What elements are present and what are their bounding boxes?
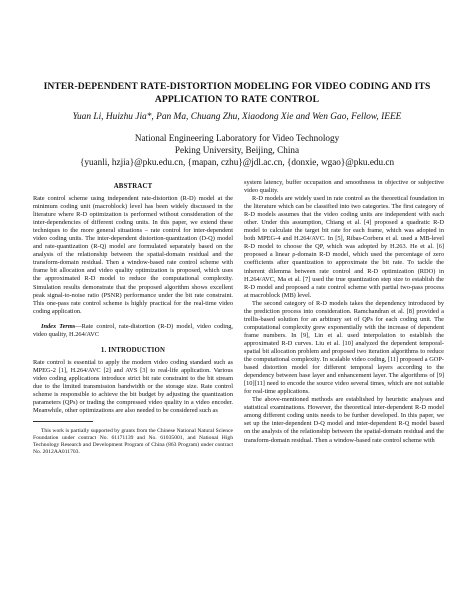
abstract-text: Rate control scheme using independent rate-distortion (R-D) model at the minimum coding unit (macroblock) level has been widely discussed in the literature where R-D optimization is performed without consideration of the inter-dependencies of different coding units. In this paper, we extend these techniques to the more general situations – rate control for inter-dependent video coding units. The inter-dependent distortion-quantization (D-Q) model and rate-quantization (R-Q) model are formulated separately based on the analysis of the relationship between the spatial-domain residual and the transform-domain residual. Then a window-based rate control scheme with frame bit allocation and video quality optimization is proposed, which uses the approximated R-D model to reduce the computational complexity. Simulation results demonstrate that the proposed algorithm shows excellent peak signal-to-noise ratio (PSNR) performance under the bit rate constraint. This one-pass rate control scheme is highly practical for the real-time video coding application. [33,195,233,315]
index-terms-label: Index Terms [41,322,76,330]
affiliation-lab: National Engineering Laboratory for Video Technology [134,133,340,143]
affiliation [30,132,444,168]
title-line-2: APPLICATION TO RATE CONTROL [154,93,320,105]
title-line-1: INTER-DEPENDENT RATE-DISTORTION MODELING FOR VIDEO CODING AND ITS [43,81,431,92]
abstract-heading: ABSTRACT [113,183,153,190]
right-column [244,179,444,445]
affiliation-emails: {yuanli, hzjia}@pku.edu.cn, {mapan, czhu}@jdl.ac.cn, {donxie, wgao}@pku.edu.cn [79,157,395,167]
author-list: Yuan Li, Huizhu Jia*, Pan Ma, Chuang Zhu, Xiaodong Xie and Wen Gao, Fellow, IEEE [72,112,402,122]
index-terms [33,323,233,339]
left-column [33,182,233,461]
index-terms-text: —Rate control, rate-distortion (R-D) model, video coding, video quality, H.264/AVC [33,322,233,338]
affiliation-university: Peking University, Beijing, China [174,145,300,155]
right-paragraph-2: R-D models are widely used in rate control as the theoretical foundation in the literature which can be classified into two categories. The first category of R-D models assumes that the video coding units are independent with each other. Under this assumption, Chiang et al. [4] proposed a quadratic R-D model to calculate the target bit rate for each frame, which was adopted in both MPEG-4 and H.264/AVC. In [5], Ribas-Corbera et al. used a MB-level R-D model to choose the QP, which was adopted by H.263. He et al. [6] proposed a linear ρ-domain R-D model, which used the percentage of zero coefficients after quantization to approximate the bit rate. To tackle the inherent dilemma between rate control and R-D optimization (RDO) in H.264/AVC, Ma et al. [7] used the true quantization step size to establish the R-D model and proposed a rate control scheme with partial two-pass process at macroblock (MB) level. [244,195,444,299]
right-paragraph-3: The second category of R-D models takes the dependency introduced by the prediction process into consideration. Ramchandran et al. [8] provided a trellis-based solution for an arbitrary set of QPs for each coding unit. The computational complexity grew exponentially with the increase of dependent frame numbers. In [9], Lin et al. used interpolation to establish the approximated R-D curves. Liu et al. [10] analyzed the dependent temporal-spatial bit allocation problem and proposed two iteration algorithms to reduce the computational complexity. In scalable video coding, [11] proposed a GOP-based distortion model for different temporal layers according to the dependency between base layer and enhancement layer. The algorithms of [9][10][11] need to encode the source video several times, which are not suitable for real-time applications. [244,299,444,396]
funding-footnote: This work is partially supported by grants from the Chinese National Natural Science Foundation under contract No. 61171139 and No. 61035001, and National High Technology Research and Development Program of China (863 Program) under contract No. 2012AA011703. [33,427,233,455]
paper-title [40,81,434,106]
introduction-heading: 1. INTRODUCTION [100,346,166,354]
right-paragraph-4: The above-mentioned methods are established by heuristic analyses and statistical examinations. However, the theoretical inter-dependent R-D model among different coding units needs to be further developed. In this paper, we set up the inter-dependent D-Q model and inter-dependent R-Q model based on the analysis of the relationship between the spatial-domain residual and the transform-domain residual. Then a window-based rate control scheme with [244,396,444,444]
footnote-divider [33,421,93,422]
introduction-paragraph-1: Rate control is essential to apply the modern video coding standard such as MPEG-2 [1], H.264/AVC [2] and AVS [3] to real-life application. Various video coding applications introduce strict bit rate constraint to the bit stream due to the limited transmission bandwidth or the storage size. Rate control scheme is responsible to achieve the bit budget by adjusting the quantization parameters (QPs) or trading the compressed video quality in a video encoder. Meanwhile, other optimizations are also needed to be considered such as [33,358,233,415]
right-paragraph-1: system latency, buffer occupation and smoothness in objective or subjective video quality. [244,179,444,195]
